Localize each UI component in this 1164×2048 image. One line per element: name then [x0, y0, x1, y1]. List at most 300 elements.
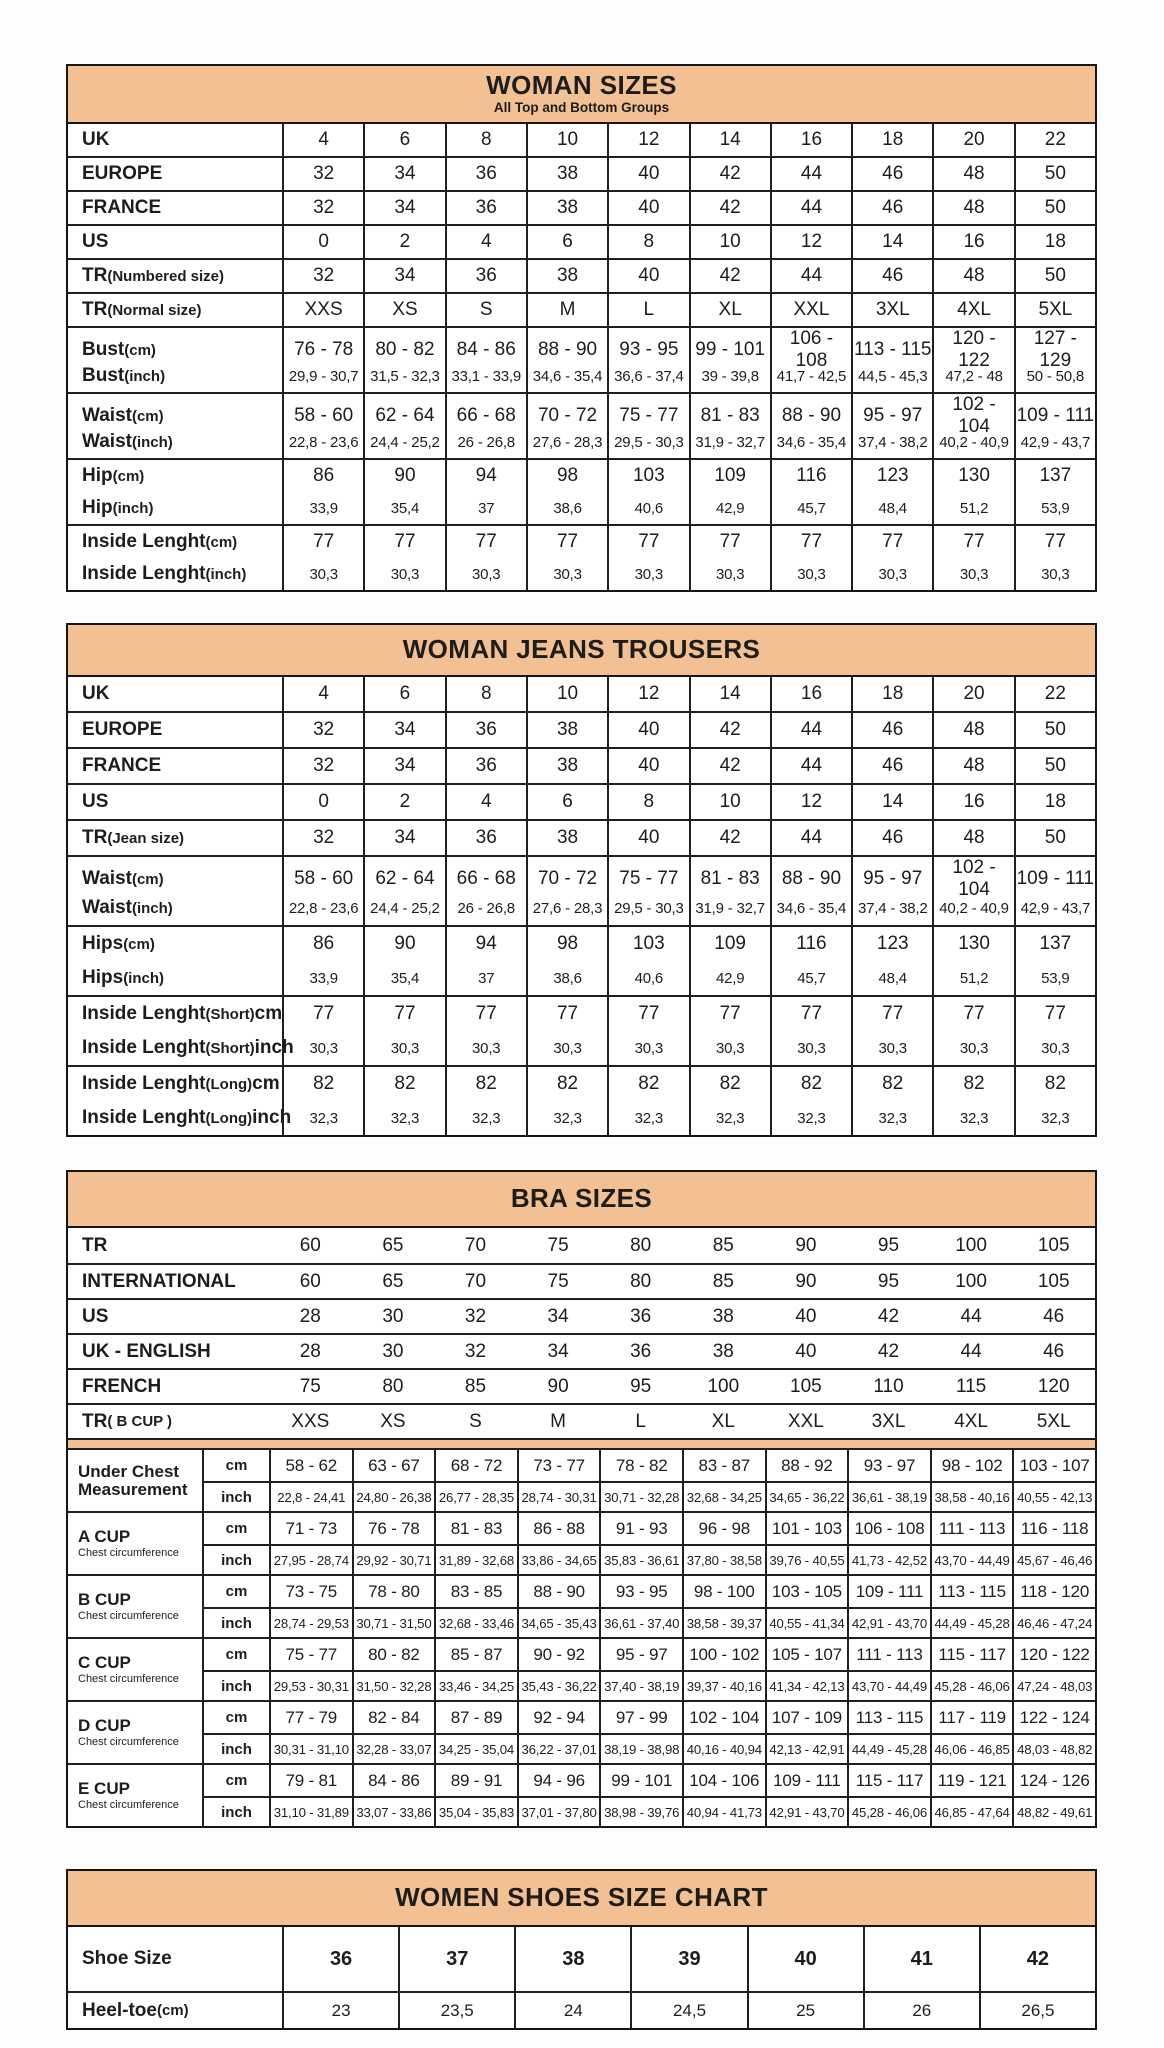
table-row-group	[68, 524, 1095, 590]
row-label: TR (Jean size)	[82, 827, 185, 848]
size-cell: 22,8 - 23,6	[282, 426, 363, 458]
size-cell: 36,61 - 38,19	[847, 1481, 930, 1511]
size-cell: 40,2 - 40,9	[932, 891, 1013, 925]
size-cell: 32,3	[607, 1101, 688, 1135]
row-label: Heel-toe (cm)	[82, 1999, 189, 2021]
size-cell: 34,65 - 36,22	[765, 1481, 848, 1511]
size-cell: 40	[607, 260, 688, 292]
size-cell: 48	[932, 713, 1013, 747]
size-cell: 32,3	[770, 1101, 851, 1135]
size-cell: 71 - 73	[269, 1513, 352, 1544]
size-cell: 31,5 - 32,3	[363, 360, 444, 392]
size-cell: 10	[689, 226, 770, 258]
size-cell: 79 - 81	[269, 1765, 352, 1796]
size-cell: S	[469, 1410, 482, 1432]
table-row	[68, 1031, 1095, 1065]
row-label: Bust (cm)	[82, 339, 156, 360]
size-cell: 42	[979, 1927, 1095, 1991]
size-cell: 76 - 78	[282, 328, 363, 372]
size-cell: 30,3	[851, 558, 932, 590]
size-cell: 8	[445, 677, 526, 711]
size-cell: 89 - 91	[434, 1765, 517, 1796]
size-cell: 44	[960, 1340, 982, 1362]
table-row	[68, 1927, 1095, 1991]
size-cell: 43,70 - 44,49	[847, 1670, 930, 1700]
size-cell: 120	[1037, 1375, 1070, 1397]
size-cell: 39,37 - 40,16	[682, 1670, 765, 1700]
cup-row-group	[68, 1700, 1095, 1763]
size-cell: 65	[382, 1234, 404, 1256]
size-cell: 75 - 77	[607, 394, 688, 438]
row-label: TR (Numbered size)	[82, 265, 225, 286]
size-cell: 5XL	[1036, 1410, 1071, 1432]
size-cell: 109 - 111	[1014, 394, 1095, 438]
size-cell: 122 - 124	[1012, 1702, 1095, 1733]
table-row	[68, 294, 1095, 326]
size-cell: 82	[1014, 1067, 1095, 1101]
size-cell: 29,92 - 30,71	[352, 1544, 435, 1574]
table-row	[68, 394, 1095, 437]
size-cell: 31,10 - 31,89	[269, 1796, 352, 1826]
unit-label: cm	[202, 1639, 269, 1670]
size-cell: 66 - 68	[445, 394, 526, 438]
size-cell: 41,34 - 42,13	[765, 1670, 848, 1700]
size-cell: 50 - 50,8	[1014, 360, 1095, 392]
size-cell: 32,3	[932, 1101, 1013, 1135]
row-label: Shoe Size	[82, 1948, 172, 1969]
row-label: D CUP Chest circumference	[78, 1715, 179, 1749]
size-cell: 35,83 - 36,61	[599, 1544, 682, 1574]
size-cell: 109	[689, 460, 770, 492]
size-cell: 39 - 39,8	[689, 360, 770, 392]
size-cell: 4	[445, 785, 526, 819]
size-cell: 111 - 113	[847, 1639, 930, 1670]
size-cell: 14	[689, 677, 770, 711]
table-row	[68, 713, 1095, 747]
size-cell: 44	[770, 192, 851, 224]
size-cell: 107 - 109	[765, 1702, 848, 1733]
size-cell: 38,58 - 39,37	[682, 1607, 765, 1637]
size-cell: 38,19 - 38,98	[599, 1733, 682, 1763]
table-row-group	[68, 224, 1095, 258]
size-cell: 104 - 106	[682, 1765, 765, 1796]
size-cell: 77	[282, 997, 363, 1031]
size-cell: 85	[464, 1375, 487, 1397]
size-cell: 77	[770, 997, 851, 1031]
size-cell: 77	[526, 526, 607, 558]
size-cell: 85 - 87	[434, 1639, 517, 1670]
size-cell: 30,3	[526, 558, 607, 590]
size-cell: 85	[712, 1270, 734, 1292]
size-cell: 32	[282, 749, 363, 783]
size-cell: 44	[960, 1305, 982, 1327]
size-cell: 45,28 - 46,06	[847, 1796, 930, 1826]
size-cell: 99 - 101	[599, 1765, 682, 1796]
size-cell: 30,3	[689, 1031, 770, 1065]
size-cell: 81 - 83	[689, 857, 770, 901]
size-cell: 43,70 - 44,49	[930, 1544, 1013, 1574]
size-cell: 4XL	[932, 294, 1013, 326]
size-cell: 12	[770, 226, 851, 258]
woman-sizes-table	[66, 64, 1097, 592]
table-row-group	[68, 855, 1095, 925]
size-cell: 6	[363, 124, 444, 156]
size-cell: 80 - 82	[352, 1639, 435, 1670]
size-cell: 77	[363, 997, 444, 1031]
size-cell: 117 - 119	[930, 1702, 1013, 1733]
size-cell: 50	[1014, 192, 1095, 224]
table-row-group	[68, 1065, 1095, 1135]
size-cell: 22	[1014, 124, 1095, 156]
row-label: Waist (cm)	[82, 405, 164, 426]
unit-label: cm	[202, 1576, 269, 1607]
size-cell: 37,4 - 38,2	[851, 891, 932, 925]
size-cell: 37,4 - 38,2	[851, 426, 932, 458]
size-cell: 32	[282, 192, 363, 224]
size-cell: XXS	[291, 1410, 330, 1432]
row-label: Waist (inch)	[82, 431, 173, 452]
size-cell: 12	[607, 124, 688, 156]
unit-label: cm	[202, 1765, 269, 1796]
size-cell: 42	[689, 713, 770, 747]
table-row-group	[68, 711, 1095, 747]
size-cell: 50	[1014, 821, 1095, 855]
table-row	[68, 492, 1095, 524]
table-row	[68, 192, 1095, 224]
size-cell: 35,4	[363, 492, 444, 524]
size-cell: 26 - 26,8	[445, 426, 526, 458]
size-cell: 36,61 - 37,40	[599, 1607, 682, 1637]
size-cell: 81 - 83	[689, 394, 770, 438]
size-cell: 82	[363, 1067, 444, 1101]
size-cell: 33,9	[282, 492, 363, 524]
size-cell: 45,7	[770, 961, 851, 995]
size-cell: L	[607, 294, 688, 326]
size-cell: 33,1 - 33,9	[445, 360, 526, 392]
table-row-group	[68, 783, 1095, 819]
size-cell: 30,71 - 32,28	[599, 1481, 682, 1511]
table-row-group	[68, 995, 1095, 1065]
size-cell: 106 - 108	[847, 1513, 930, 1544]
size-cell: 48	[932, 821, 1013, 855]
table-row	[68, 749, 1095, 783]
table-row	[68, 821, 1095, 855]
size-cell: 116 - 118	[1012, 1513, 1095, 1544]
size-cell: 32,3	[526, 1101, 607, 1135]
row-label: INTERNATIONAL	[82, 1270, 236, 1292]
size-cell: 115 - 117	[930, 1639, 1013, 1670]
size-cell: 32	[282, 260, 363, 292]
size-cell: 28,74 - 30,31	[517, 1481, 600, 1511]
size-cell: 24	[514, 1993, 630, 2028]
size-cell: 77	[445, 997, 526, 1031]
jeans-trousers-table	[66, 623, 1097, 1137]
table-row	[68, 927, 1095, 961]
size-cell: 90	[363, 927, 444, 961]
table-title: WOMAN SIZES	[486, 70, 677, 101]
size-cell: 42	[877, 1305, 900, 1327]
size-cell: 77	[1014, 997, 1095, 1031]
row-label: A CUP Chest circumference	[78, 1526, 179, 1560]
size-cell: 75 - 77	[269, 1639, 352, 1670]
table-title: WOMAN JEANS TROUSERS	[402, 634, 761, 665]
woman-sizes-header	[68, 66, 1095, 124]
table-row-group	[68, 258, 1095, 292]
size-cell: 42	[877, 1340, 900, 1362]
table-row	[68, 891, 1095, 925]
size-cell: 60	[299, 1234, 321, 1256]
size-cell: 40	[607, 192, 688, 224]
size-cell: 32,3	[363, 1101, 444, 1135]
size-cell: 31,9 - 32,7	[689, 426, 770, 458]
size-cell: 6	[526, 785, 607, 819]
size-cell: 32,3	[282, 1101, 363, 1135]
size-cell: 30,3	[607, 1031, 688, 1065]
size-cell: 34	[363, 158, 444, 190]
size-cell: 2	[363, 226, 444, 258]
size-cell: 25	[747, 1993, 863, 2028]
size-cell: 77	[851, 526, 932, 558]
size-cell: 77	[851, 997, 932, 1031]
table-row	[68, 1228, 1095, 1263]
size-cell: 77	[689, 526, 770, 558]
size-cell: 40,94 - 41,73	[682, 1796, 765, 1826]
size-chart-document	[66, 64, 1097, 2030]
size-cell: 34	[363, 821, 444, 855]
size-cell: 29,53 - 30,31	[269, 1670, 352, 1700]
size-cell: 30,3	[1014, 558, 1095, 590]
size-cell: 77	[1014, 526, 1095, 558]
size-cell: 42	[689, 158, 770, 190]
size-cell: 16	[932, 785, 1013, 819]
size-cell: 32	[464, 1305, 487, 1327]
size-cell: 100	[707, 1375, 740, 1397]
table-row	[68, 1991, 1095, 2028]
size-cell: 31,50 - 32,28	[352, 1670, 435, 1700]
row-label: US	[82, 791, 109, 812]
size-cell: 46	[851, 192, 932, 224]
table-row	[68, 1368, 1095, 1403]
size-cell: 40	[607, 713, 688, 747]
size-cell: 37	[398, 1927, 514, 1991]
size-cell: 12	[770, 785, 851, 819]
size-cell: 77	[445, 526, 526, 558]
size-cell: 46	[851, 821, 932, 855]
size-cell: 38,58 - 40,16	[930, 1481, 1013, 1511]
size-cell: 137	[1014, 460, 1095, 492]
size-cell: 14	[851, 226, 932, 258]
size-cell: 86 - 88	[517, 1513, 600, 1544]
size-cell: 10	[526, 124, 607, 156]
size-cell: 96 - 98	[682, 1513, 765, 1544]
size-cell: 44,49 - 45,28	[847, 1733, 930, 1763]
size-cell: 47,24 - 48,03	[1012, 1670, 1095, 1700]
size-cell: 38,98 - 39,76	[599, 1796, 682, 1826]
row-label: E CUP Chest circumference	[78, 1778, 179, 1812]
size-cell: 34,65 - 35,43	[517, 1607, 600, 1637]
table-row	[68, 1101, 1095, 1135]
size-cell: 30	[382, 1340, 404, 1362]
size-cell: 32,3	[689, 1101, 770, 1135]
size-cell: 34	[363, 713, 444, 747]
size-cell: 109	[689, 927, 770, 961]
size-cell: 66 - 68	[445, 857, 526, 901]
size-cell: 33,9	[282, 961, 363, 995]
size-cell: 82	[282, 1067, 363, 1101]
size-cell: XL	[689, 294, 770, 326]
size-cell: 29,5 - 30,3	[607, 891, 688, 925]
size-cell: 46	[851, 713, 932, 747]
unit-label: cm	[202, 1702, 269, 1733]
size-cell: 24,5	[630, 1993, 746, 2028]
size-cell: 99 - 101	[689, 328, 770, 372]
row-label: FRANCE	[82, 197, 162, 218]
table-row	[68, 857, 1095, 900]
size-cell: 40	[607, 158, 688, 190]
size-cell: 30,3	[282, 1031, 363, 1065]
size-cell: 63 - 67	[352, 1450, 435, 1481]
size-cell: 58 - 60	[282, 857, 363, 901]
size-cell: 103	[607, 460, 688, 492]
size-cell: 58 - 60	[282, 394, 363, 438]
size-cell: 98	[526, 460, 607, 492]
cup-row-group	[68, 1450, 1095, 1511]
size-cell: 76 - 78	[352, 1513, 435, 1544]
table-row-group	[68, 747, 1095, 783]
size-cell: 41	[863, 1927, 979, 1991]
size-cell: 38,6	[526, 492, 607, 524]
shoes-header	[68, 1871, 1095, 1927]
row-label: B CUP Chest circumference	[78, 1589, 179, 1623]
size-cell: 28	[299, 1305, 321, 1327]
size-cell: 40,16 - 40,94	[682, 1733, 765, 1763]
table-row	[68, 1263, 1095, 1298]
size-cell: 105	[1037, 1234, 1070, 1256]
bra-cup-measurements	[68, 1450, 1095, 1826]
size-cell: 27,6 - 28,3	[526, 426, 607, 458]
size-cell: XS	[363, 294, 444, 326]
size-cell: 88 - 92	[765, 1450, 848, 1481]
size-cell: 33,86 - 34,65	[517, 1544, 600, 1574]
unit-label: cm	[202, 1450, 269, 1481]
size-cell: 41,73 - 42,52	[847, 1544, 930, 1574]
size-cell: 0	[282, 785, 363, 819]
size-cell: 30,71 - 31,50	[352, 1607, 435, 1637]
size-cell: 77	[607, 526, 688, 558]
table-row	[68, 526, 1095, 558]
size-cell: 80	[382, 1375, 404, 1397]
size-cell: 95	[877, 1234, 900, 1256]
size-cell: 90	[547, 1375, 569, 1397]
size-cell: 28,74 - 29,53	[269, 1607, 352, 1637]
size-cell: 80 - 82	[363, 328, 444, 372]
table-row-group	[68, 392, 1095, 458]
table-row	[68, 785, 1095, 819]
size-cell: 37,40 - 38,19	[599, 1670, 682, 1700]
size-cell: 78 - 80	[352, 1576, 435, 1607]
size-cell: 130	[932, 927, 1013, 961]
size-cell: 6	[363, 677, 444, 711]
size-cell: 78 - 82	[599, 1450, 682, 1481]
size-cell: 100 - 102	[682, 1639, 765, 1670]
row-label: Inside Lenght (Short) inch	[82, 1037, 294, 1058]
size-cell: 39,76 - 40,55	[765, 1544, 848, 1574]
size-cell: 82	[689, 1067, 770, 1101]
size-cell: 33,46 - 34,25	[434, 1670, 517, 1700]
size-cell: 105	[1037, 1270, 1070, 1292]
size-cell: 0	[282, 226, 363, 258]
row-label: Hip (cm)	[82, 465, 145, 486]
table-row-group	[68, 190, 1095, 224]
size-cell: 34	[363, 260, 444, 292]
size-cell: 60	[299, 1270, 321, 1292]
size-cell: 44	[770, 158, 851, 190]
size-cell: 82 - 84	[352, 1702, 435, 1733]
size-cell: 75	[299, 1375, 321, 1397]
size-cell: 88 - 90	[770, 394, 851, 438]
size-cell: 23	[282, 1993, 398, 2028]
size-cell: 37,01 - 37,80	[517, 1796, 600, 1826]
size-cell: 32,3	[1014, 1101, 1095, 1135]
size-cell: 20	[932, 677, 1013, 711]
size-cell: 73 - 77	[517, 1450, 600, 1481]
size-cell: XS	[380, 1410, 406, 1432]
size-cell: 30,31 - 31,10	[269, 1733, 352, 1763]
unit-label: cm	[202, 1513, 269, 1544]
size-cell: 22,8 - 24,41	[269, 1481, 352, 1511]
size-cell: 26	[863, 1993, 979, 2028]
row-label: EUROPE	[82, 163, 163, 184]
size-cell: 95 - 97	[851, 394, 932, 438]
row-label: UK	[82, 683, 110, 704]
size-cell: 38	[526, 749, 607, 783]
row-label: Hip (inch)	[82, 497, 154, 518]
unit-label: inch	[202, 1670, 269, 1700]
size-cell: 38	[712, 1305, 734, 1327]
size-cell: 46	[1043, 1340, 1065, 1362]
table-row	[68, 460, 1095, 492]
size-cell: 5XL	[1014, 294, 1095, 326]
size-cell: 36	[445, 192, 526, 224]
size-cell: 30,3	[1014, 1031, 1095, 1065]
shoes-size-table	[66, 1869, 1097, 2030]
size-cell: 50	[1014, 749, 1095, 783]
table-row	[68, 426, 1095, 458]
size-cell: 137	[1014, 927, 1095, 961]
size-cell: 39	[630, 1927, 746, 1991]
size-cell: 48,03 - 48,82	[1012, 1733, 1095, 1763]
size-cell: 40	[795, 1305, 817, 1327]
size-cell: 102 - 104	[932, 857, 1013, 901]
table-row	[68, 158, 1095, 190]
table-row-group	[68, 458, 1095, 524]
size-cell: 53,9	[1014, 492, 1095, 524]
row-label: Waist (inch)	[82, 897, 173, 918]
size-cell: 44	[770, 821, 851, 855]
size-cell: 118 - 120	[1012, 1576, 1095, 1607]
cup-row-group	[68, 1511, 1095, 1574]
size-cell: L	[635, 1410, 646, 1432]
size-cell: M	[550, 1410, 566, 1432]
size-cell: 73 - 75	[269, 1576, 352, 1607]
size-cell: 95	[877, 1270, 900, 1292]
size-cell: 26,77 - 28,35	[434, 1481, 517, 1511]
size-cell: 80	[630, 1270, 652, 1292]
cup-row-group	[68, 1574, 1095, 1637]
unit-label: inch	[202, 1796, 269, 1826]
size-cell: 36	[445, 821, 526, 855]
size-cell: 109 - 111	[847, 1576, 930, 1607]
